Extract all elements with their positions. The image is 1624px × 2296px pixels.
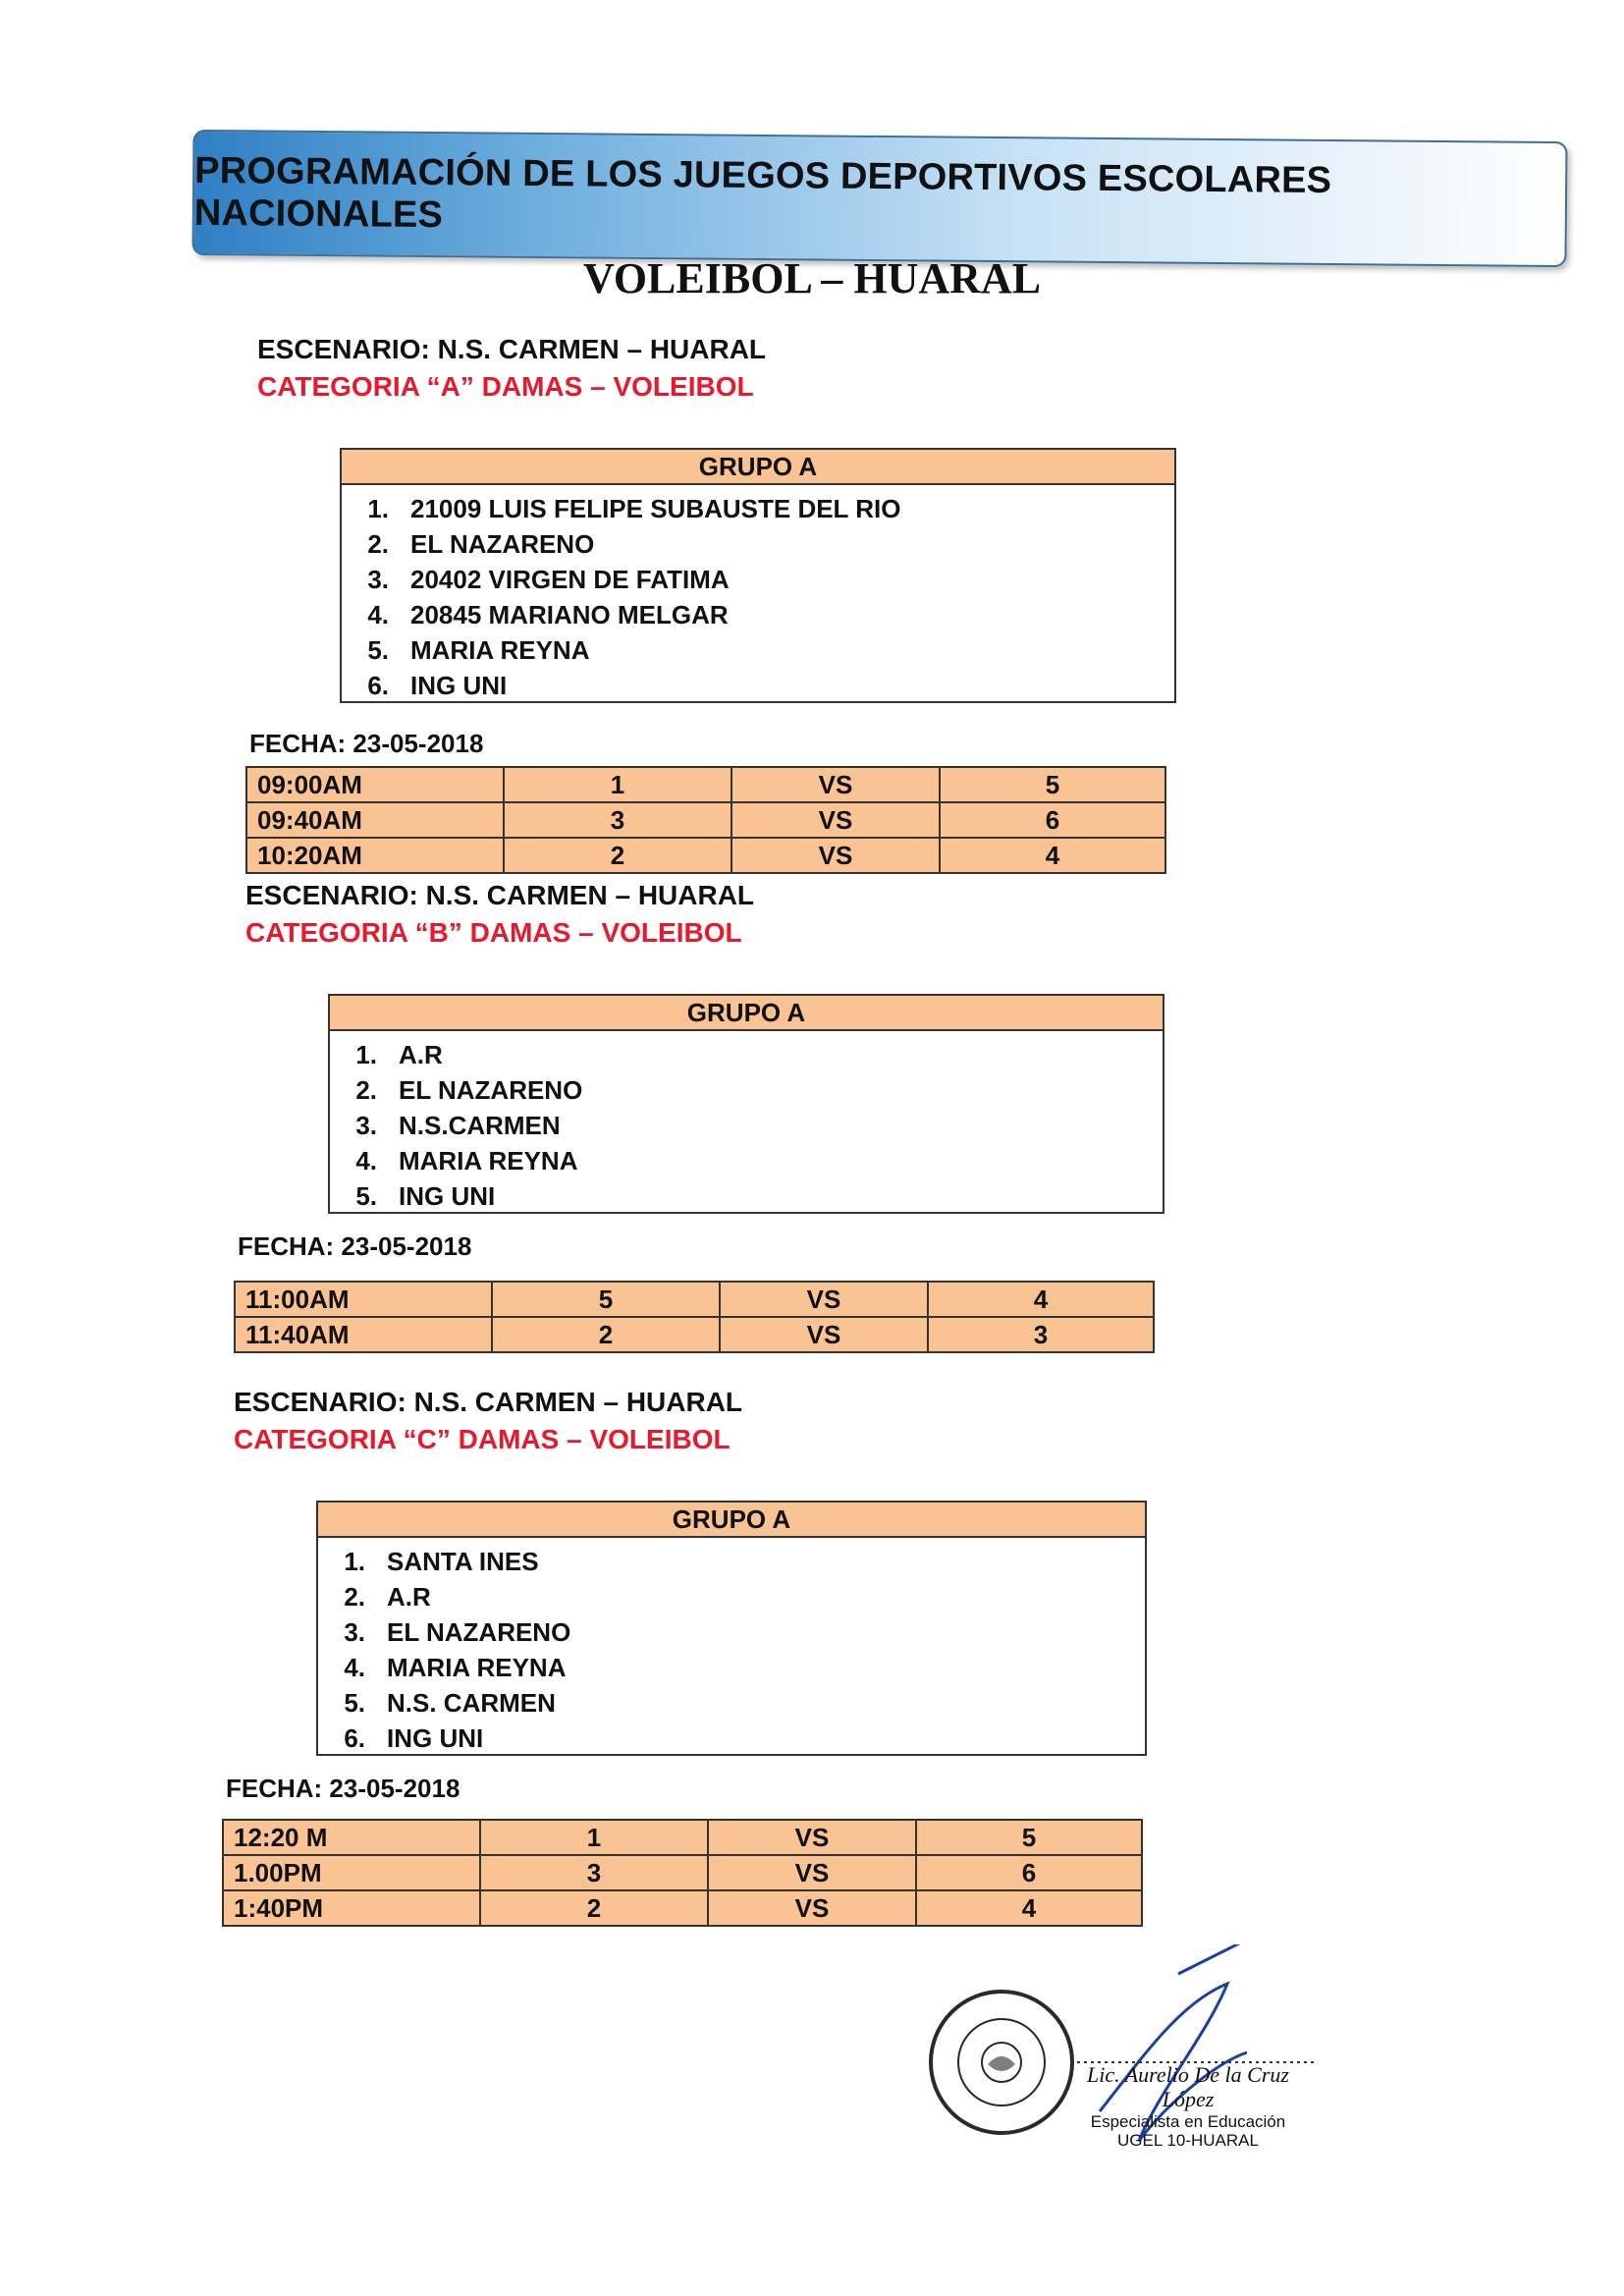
section-b-header	[245, 880, 754, 949]
table-row: 1.00PM 3 VS 6	[223, 1855, 1142, 1890]
list-item: 4. 20845 MARIANO MELGAR	[367, 600, 729, 629]
categoria-label: CATEGORIA “C” DAMAS – VOLEIBOL	[234, 1424, 731, 1454]
table-row: 09:00AM 1 VS 5	[246, 767, 1165, 802]
signer-office: UGEL 10-HUARAL	[1117, 2131, 1259, 2151]
list-item: 3. EL NAZARENO	[344, 1617, 571, 1647]
section-a-header	[257, 334, 766, 403]
group-title: GRUPO A	[318, 1503, 1145, 1538]
table-row: 09:40AM 3 VS 6	[246, 802, 1165, 838]
list-item: 5. N.S. CARMEN	[344, 1688, 556, 1718]
schedule-table-b	[234, 1281, 1155, 1353]
fecha-label: FECHA: 23-05-2018	[238, 1231, 472, 1261]
table-row: 10:20AM 2 VS 4	[246, 838, 1165, 873]
list-item: 2. EL NAZARENO	[355, 1075, 583, 1105]
official-stamp-icon	[931, 1992, 1072, 2133]
group-box-a	[340, 448, 1176, 703]
schedule-table-c	[222, 1819, 1143, 1927]
group-box-b	[328, 994, 1164, 1214]
list-item: 3. 20402 VIRGEN DE FATIMA	[367, 565, 730, 594]
fecha-label: FECHA: 23-05-2018	[226, 1774, 460, 1803]
banner-title: PROGRAMACIÓN DE LOS JUEGOS DEPORTIVOS ESCOLARES NACIONALES	[193, 149, 1332, 237]
list-item: 2. EL NAZARENO	[367, 529, 595, 559]
list-item: 4. MARIA REYNA	[355, 1146, 578, 1175]
table-row: 12:20 M 1 VS 5	[223, 1820, 1142, 1855]
categoria-label: CATEGORIA “A” DAMAS – VOLEIBOL	[257, 371, 754, 402]
categoria-label: CATEGORIA “B” DAMAS – VOLEIBOL	[245, 917, 742, 948]
list-item: 3. N.S.CARMEN	[355, 1111, 561, 1140]
table-row: 11:40AM 2 VS 3	[235, 1317, 1154, 1352]
table-row: 1:40PM 2 VS 4	[223, 1890, 1142, 1926]
group-box-c	[316, 1501, 1147, 1756]
table-row: 11:00AM 5 VS 4	[235, 1282, 1154, 1317]
signer-name: Lic. Aurelio De la Cruz López	[1087, 2062, 1289, 2112]
escenario-label: ESCENARIO: N.S. CARMEN – HUARAL	[234, 1387, 743, 1417]
section-c-header	[234, 1387, 742, 1455]
list-item: 2. A.R	[344, 1582, 431, 1612]
signature-block	[1070, 2062, 1306, 2151]
escenario-label: ESCENARIO: N.S. CARMEN – HUARAL	[245, 880, 755, 910]
escenario-label: ESCENARIO: N.S. CARMEN – HUARAL	[257, 334, 767, 364]
list-item: 6. ING UNI	[367, 671, 508, 700]
list-item: 6. ING UNI	[344, 1723, 484, 1753]
list-item: 5. ING UNI	[355, 1181, 496, 1211]
list-item: 1. 21009 LUIS FELIPE SUBAUSTE DEL RIO	[367, 494, 901, 523]
signer-role: Especialista en Educación	[1090, 2111, 1286, 2131]
title-banner	[191, 130, 1567, 267]
list-item: 4. MARIA REYNA	[344, 1653, 567, 1682]
list-item: 5. MARIA REYNA	[367, 635, 590, 665]
group-title: GRUPO A	[330, 996, 1163, 1031]
page-subtitle: VOLEIBOL – HUARAL	[582, 254, 1042, 302]
list-item: 1. SANTA INES	[344, 1547, 539, 1576]
fecha-label: FECHA: 23-05-2018	[249, 729, 484, 758]
list-item: 1. A.R	[355, 1040, 443, 1069]
group-title: GRUPO A	[342, 450, 1174, 485]
schedule-table-a	[245, 766, 1166, 874]
